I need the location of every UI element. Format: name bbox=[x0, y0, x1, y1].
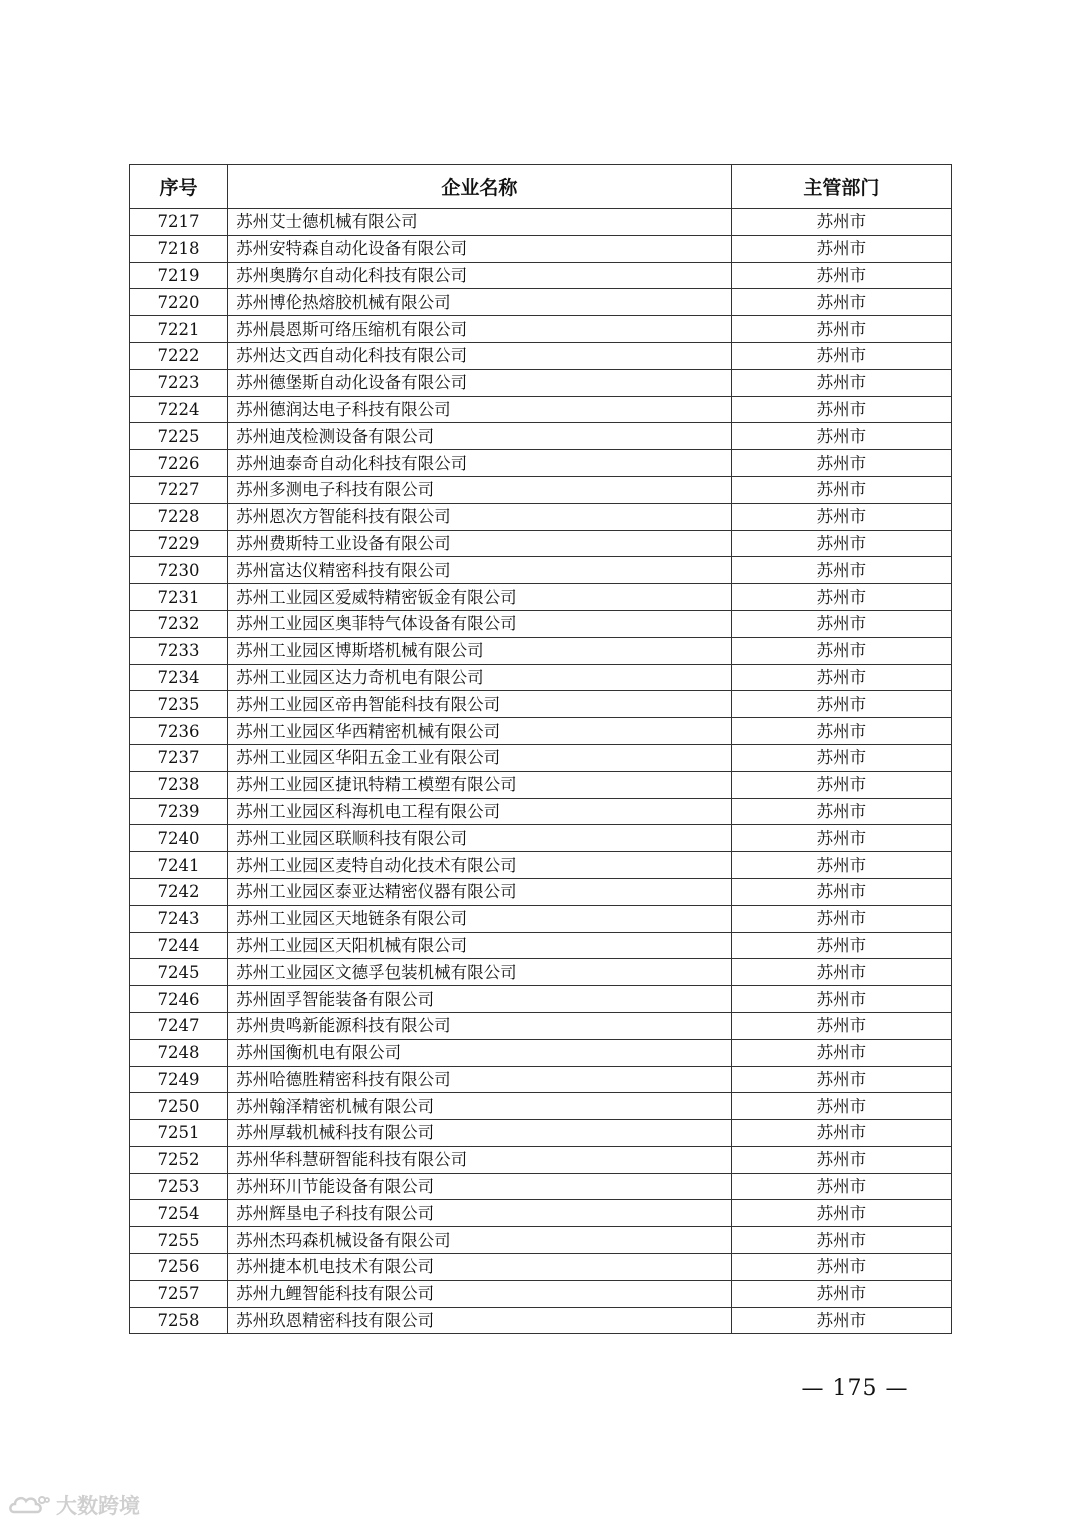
table-row bbox=[130, 289, 952, 316]
company-name-cell: 苏州恩次方智能科技有限公司 bbox=[228, 503, 732, 530]
watermark bbox=[8, 1490, 140, 1520]
department-cell: 苏州市 bbox=[731, 1254, 951, 1281]
table-row bbox=[130, 450, 952, 477]
table-row bbox=[130, 959, 952, 986]
cloud-logo-icon bbox=[8, 1492, 50, 1518]
company-name-cell: 苏州工业园区帝冉智能科技有限公司 bbox=[228, 691, 732, 718]
table-row bbox=[130, 905, 952, 932]
table-row bbox=[130, 342, 952, 369]
company-name-cell: 苏州玖恩精密科技有限公司 bbox=[228, 1307, 732, 1334]
table-row bbox=[130, 209, 952, 236]
table-row bbox=[130, 1173, 952, 1200]
company-name-cell: 苏州工业园区麦特自动化技术有限公司 bbox=[228, 852, 732, 879]
department-cell: 苏州市 bbox=[731, 905, 951, 932]
company-name-cell: 苏州多测电子科技有限公司 bbox=[228, 476, 732, 503]
department-cell: 苏州市 bbox=[731, 1039, 951, 1066]
department-cell: 苏州市 bbox=[731, 1093, 951, 1120]
table-row bbox=[130, 235, 952, 262]
department-cell: 苏州市 bbox=[731, 450, 951, 477]
company-name-cell: 苏州工业园区博斯塔机械有限公司 bbox=[228, 637, 732, 664]
row-number-cell: 7237 bbox=[130, 744, 228, 771]
row-number-cell: 7257 bbox=[130, 1280, 228, 1307]
row-number-cell: 7236 bbox=[130, 718, 228, 745]
row-number-cell: 7245 bbox=[130, 959, 228, 986]
department-cell: 苏州市 bbox=[731, 209, 951, 236]
table-row bbox=[130, 1227, 952, 1254]
table-row bbox=[130, 878, 952, 905]
company-name-cell: 苏州工业园区华西精密机械有限公司 bbox=[228, 718, 732, 745]
company-name-cell: 苏州艾士德机械有限公司 bbox=[228, 209, 732, 236]
table-row bbox=[130, 530, 952, 557]
table-row bbox=[130, 1254, 952, 1281]
row-number-cell: 7251 bbox=[130, 1120, 228, 1147]
table-row bbox=[130, 718, 952, 745]
row-number-cell: 7249 bbox=[130, 1066, 228, 1093]
department-cell: 苏州市 bbox=[731, 637, 951, 664]
table-row bbox=[130, 1280, 952, 1307]
department-cell: 苏州市 bbox=[731, 503, 951, 530]
department-cell: 苏州市 bbox=[731, 1200, 951, 1227]
row-number-cell: 7247 bbox=[130, 1012, 228, 1039]
department-cell: 苏州市 bbox=[731, 852, 951, 879]
company-name-cell: 苏州德润达电子科技有限公司 bbox=[228, 396, 732, 423]
company-name-cell: 苏州杰玛森机械设备有限公司 bbox=[228, 1227, 732, 1254]
company-name-cell: 苏州固孚智能装备有限公司 bbox=[228, 986, 732, 1013]
table-row bbox=[130, 664, 952, 691]
department-cell: 苏州市 bbox=[731, 878, 951, 905]
header-name: 企业名称 bbox=[228, 165, 732, 209]
row-number-cell: 7224 bbox=[130, 396, 228, 423]
company-name-cell: 苏州环川节能设备有限公司 bbox=[228, 1173, 732, 1200]
row-number-cell: 7232 bbox=[130, 610, 228, 637]
watermark-text: 大数跨境 bbox=[56, 1494, 140, 1518]
table-row bbox=[130, 610, 952, 637]
table-row bbox=[130, 798, 952, 825]
table-row bbox=[130, 1146, 952, 1173]
company-name-cell: 苏州晨恩斯可络压缩机有限公司 bbox=[228, 316, 732, 343]
department-cell: 苏州市 bbox=[731, 476, 951, 503]
row-number-cell: 7220 bbox=[130, 289, 228, 316]
department-cell: 苏州市 bbox=[731, 396, 951, 423]
company-name-cell: 苏州工业园区泰亚达精密仪器有限公司 bbox=[228, 878, 732, 905]
department-cell: 苏州市 bbox=[731, 1012, 951, 1039]
table-row bbox=[130, 584, 952, 611]
company-name-cell: 苏州工业园区联顺科技有限公司 bbox=[228, 825, 732, 852]
company-name-cell: 苏州贵鸣新能源科技有限公司 bbox=[228, 1012, 732, 1039]
department-cell: 苏州市 bbox=[731, 369, 951, 396]
table-body bbox=[130, 209, 952, 1334]
row-number-cell: 7223 bbox=[130, 369, 228, 396]
company-name-cell: 苏州达文西自动化科技有限公司 bbox=[228, 342, 732, 369]
row-number-cell: 7221 bbox=[130, 316, 228, 343]
department-cell: 苏州市 bbox=[731, 771, 951, 798]
row-number-cell: 7239 bbox=[130, 798, 228, 825]
department-cell: 苏州市 bbox=[731, 744, 951, 771]
row-number-cell: 7218 bbox=[130, 235, 228, 262]
department-cell: 苏州市 bbox=[731, 1120, 951, 1147]
table-row bbox=[130, 852, 952, 879]
department-cell: 苏州市 bbox=[731, 1227, 951, 1254]
table-header-row bbox=[130, 165, 952, 209]
company-name-cell: 苏州国衡机电有限公司 bbox=[228, 1039, 732, 1066]
company-name-cell: 苏州工业园区华阳五金工业有限公司 bbox=[228, 744, 732, 771]
company-name-cell: 苏州华科慧研智能科技有限公司 bbox=[228, 1146, 732, 1173]
row-number-cell: 7252 bbox=[130, 1146, 228, 1173]
department-cell: 苏州市 bbox=[731, 986, 951, 1013]
department-cell: 苏州市 bbox=[731, 1307, 951, 1334]
table-row bbox=[130, 1066, 952, 1093]
table-row bbox=[130, 825, 952, 852]
table-row bbox=[130, 316, 952, 343]
company-name-cell: 苏州捷本机电技术有限公司 bbox=[228, 1254, 732, 1281]
row-number-cell: 7244 bbox=[130, 932, 228, 959]
company-name-cell: 苏州工业园区爱威特精密钣金有限公司 bbox=[228, 584, 732, 611]
department-cell: 苏州市 bbox=[731, 691, 951, 718]
department-cell: 苏州市 bbox=[731, 798, 951, 825]
department-cell: 苏州市 bbox=[731, 825, 951, 852]
row-number-cell: 7241 bbox=[130, 852, 228, 879]
company-name-cell: 苏州厚载机械科技有限公司 bbox=[228, 1120, 732, 1147]
department-cell: 苏州市 bbox=[731, 557, 951, 584]
department-cell: 苏州市 bbox=[731, 235, 951, 262]
company-name-cell: 苏州辉垦电子科技有限公司 bbox=[228, 1200, 732, 1227]
row-number-cell: 7217 bbox=[130, 209, 228, 236]
table-row bbox=[130, 1307, 952, 1334]
company-name-cell: 苏州迪茂检测设备有限公司 bbox=[228, 423, 732, 450]
row-number-cell: 7231 bbox=[130, 584, 228, 611]
company-name-cell: 苏州工业园区文德孚包装机械有限公司 bbox=[228, 959, 732, 986]
table-row bbox=[130, 262, 952, 289]
company-name-cell: 苏州工业园区达力奇机电有限公司 bbox=[228, 664, 732, 691]
table-row bbox=[130, 396, 952, 423]
department-cell: 苏州市 bbox=[731, 262, 951, 289]
table-row bbox=[130, 1093, 952, 1120]
department-cell: 苏州市 bbox=[731, 530, 951, 557]
department-cell: 苏州市 bbox=[731, 289, 951, 316]
department-cell: 苏州市 bbox=[731, 316, 951, 343]
company-name-cell: 苏州富达仪精密科技有限公司 bbox=[228, 557, 732, 584]
table-row bbox=[130, 771, 952, 798]
row-number-cell: 7230 bbox=[130, 557, 228, 584]
company-name-cell: 苏州德堡斯自动化设备有限公司 bbox=[228, 369, 732, 396]
table-row bbox=[130, 986, 952, 1013]
row-number-cell: 7253 bbox=[130, 1173, 228, 1200]
header-dept: 主管部门 bbox=[731, 165, 951, 209]
row-number-cell: 7234 bbox=[130, 664, 228, 691]
department-cell: 苏州市 bbox=[731, 610, 951, 637]
row-number-cell: 7227 bbox=[130, 476, 228, 503]
department-cell: 苏州市 bbox=[731, 718, 951, 745]
table-row bbox=[130, 1200, 952, 1227]
company-name-cell: 苏州翰泽精密机械有限公司 bbox=[228, 1093, 732, 1120]
row-number-cell: 7219 bbox=[130, 262, 228, 289]
department-cell: 苏州市 bbox=[731, 1173, 951, 1200]
department-cell: 苏州市 bbox=[731, 423, 951, 450]
company-name-cell: 苏州安特森自动化设备有限公司 bbox=[228, 235, 732, 262]
company-name-cell: 苏州工业园区捷讯特精工模塑有限公司 bbox=[228, 771, 732, 798]
row-number-cell: 7229 bbox=[130, 530, 228, 557]
table-row bbox=[130, 932, 952, 959]
table-row bbox=[130, 1012, 952, 1039]
row-number-cell: 7235 bbox=[130, 691, 228, 718]
row-number-cell: 7226 bbox=[130, 450, 228, 477]
row-number-cell: 7242 bbox=[130, 878, 228, 905]
company-name-cell: 苏州奥腾尔自动化科技有限公司 bbox=[228, 262, 732, 289]
row-number-cell: 7255 bbox=[130, 1227, 228, 1254]
table-row bbox=[130, 423, 952, 450]
company-name-cell: 苏州哈德胜精密科技有限公司 bbox=[228, 1066, 732, 1093]
row-number-cell: 7254 bbox=[130, 1200, 228, 1227]
row-number-cell: 7222 bbox=[130, 342, 228, 369]
row-number-cell: 7240 bbox=[130, 825, 228, 852]
row-number-cell: 7246 bbox=[130, 986, 228, 1013]
row-number-cell: 7256 bbox=[130, 1254, 228, 1281]
company-name-cell: 苏州迪泰奇自动化科技有限公司 bbox=[228, 450, 732, 477]
department-cell: 苏州市 bbox=[731, 1066, 951, 1093]
department-cell: 苏州市 bbox=[731, 584, 951, 611]
department-cell: 苏州市 bbox=[731, 664, 951, 691]
company-name-cell: 苏州博伦热熔胶机械有限公司 bbox=[228, 289, 732, 316]
department-cell: 苏州市 bbox=[731, 1280, 951, 1307]
table-row bbox=[130, 503, 952, 530]
department-cell: 苏州市 bbox=[731, 342, 951, 369]
department-cell: 苏州市 bbox=[731, 932, 951, 959]
company-name-cell: 苏州工业园区科海机电工程有限公司 bbox=[228, 798, 732, 825]
table-row bbox=[130, 1120, 952, 1147]
table-row bbox=[130, 691, 952, 718]
table-row bbox=[130, 369, 952, 396]
department-cell: 苏州市 bbox=[731, 1146, 951, 1173]
table-row bbox=[130, 1039, 952, 1066]
table-row bbox=[130, 557, 952, 584]
page-number: — 175 — bbox=[801, 1376, 909, 1401]
department-cell: 苏州市 bbox=[731, 959, 951, 986]
company-name-cell: 苏州费斯特工业设备有限公司 bbox=[228, 530, 732, 557]
row-number-cell: 7228 bbox=[130, 503, 228, 530]
row-number-cell: 7225 bbox=[130, 423, 228, 450]
table-row bbox=[130, 637, 952, 664]
row-number-cell: 7243 bbox=[130, 905, 228, 932]
table-row bbox=[130, 744, 952, 771]
row-number-cell: 7248 bbox=[130, 1039, 228, 1066]
row-number-cell: 7250 bbox=[130, 1093, 228, 1120]
company-name-cell: 苏州九鲤智能科技有限公司 bbox=[228, 1280, 732, 1307]
header-no: 序号 bbox=[130, 165, 228, 209]
company-name-cell: 苏州工业园区天阳机械有限公司 bbox=[228, 932, 732, 959]
company-name-cell: 苏州工业园区天地链条有限公司 bbox=[228, 905, 732, 932]
row-number-cell: 7238 bbox=[130, 771, 228, 798]
row-number-cell: 7233 bbox=[130, 637, 228, 664]
row-number-cell: 7258 bbox=[130, 1307, 228, 1334]
table-row bbox=[130, 476, 952, 503]
company-name-cell: 苏州工业园区奥菲特气体设备有限公司 bbox=[228, 610, 732, 637]
enterprise-table bbox=[129, 164, 952, 1334]
